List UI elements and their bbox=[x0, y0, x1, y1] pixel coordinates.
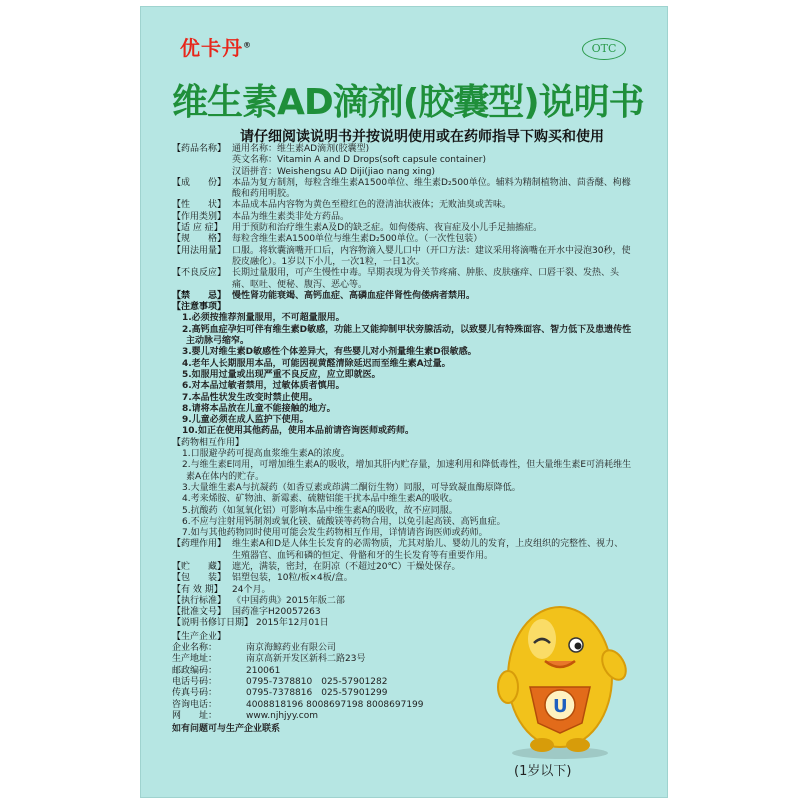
section-text: 长期过量服用，可产生慢性中毒。早期表现为骨关节疼痛、肿胀、皮肤瘙痒、口唇干裂、发热、头痛、呕吐、便秘、腹泻、恶心等。 bbox=[232, 268, 620, 290]
section-label: 【不良反应】 bbox=[172, 268, 227, 279]
section-label: 【说明书修订日期】 bbox=[172, 618, 254, 629]
company-row: 企业名称： 南京海鲸药业有限公司 bbox=[172, 643, 337, 654]
section-text: 24个月。 bbox=[232, 584, 271, 595]
section-text: 本品成本品内容物为黄色至橙红色的澄清油状液体；无败油臭或苦味。 bbox=[232, 200, 512, 211]
section-label: 【用法用量】 bbox=[172, 245, 227, 256]
list-item: 6.不应与注射用钙制剂或氧化镁、硫酸镁等药物合用，以免引起高镁、高钙血症。 bbox=[182, 516, 506, 527]
company-row: 邮政编码： 210061 bbox=[172, 665, 281, 676]
section-storage bbox=[172, 562, 632, 573]
section-label: 【性 状】 bbox=[172, 200, 227, 211]
section-adverse-reactions bbox=[172, 268, 632, 291]
section-text: 每粒含维生素A1500单位与维生素D₂500单位。（一次性包装） bbox=[232, 234, 483, 245]
section-text: 遮光，满装，密封，在阴凉（不超过20℃）干燥处保存。 bbox=[232, 561, 461, 572]
registered-mark-icon: ® bbox=[243, 40, 252, 50]
section-text: 本品为维生素类非处方药品。 bbox=[232, 211, 350, 222]
precautions-section bbox=[172, 302, 632, 438]
section-text: 本品为复方制剂，每粒含维生素A1500单位、维生素D₂500单位。辅料为精制植物油、茴香醚、枸橼酸和药用明胶。 bbox=[232, 177, 631, 200]
page-subtitle: 请仔细阅读说明书并按说明使用或在药师指导下购买和使用 bbox=[240, 129, 604, 145]
section-label: 【生产企业】 bbox=[172, 631, 227, 642]
section-text: 维生素A和D是人体生长发育的必需物质，尤其对胎儿、婴幼儿的发育，上皮组织的完整性、视力、生殖器官、血钙和磷的恒定、骨骼和牙的生长发育等有重要作用。 bbox=[232, 539, 624, 561]
section-indications bbox=[172, 223, 632, 234]
list-item: 8.请将本品放在儿童不能接触的地方。 bbox=[182, 403, 336, 414]
section-label: 【执行标准】 bbox=[172, 595, 227, 606]
list-item: 2.与维生素E同用，可增加维生素A的吸收，增加其肝内贮存量，加速利用和降低毒性，但大量维生素E可消耗维生素A在体内的贮存。 bbox=[182, 460, 632, 482]
section-package bbox=[172, 573, 632, 584]
section-label: 【包 装】 bbox=[172, 573, 227, 584]
list-item: 7.如与其他药物同时使用可能会发生药物相互作用，详情请咨询医师或药师。 bbox=[182, 528, 488, 539]
company-row: 咨询电话： 4008818196 8008697198 8008697199 bbox=[172, 699, 424, 710]
contact-note: 如有问题可与生产企业联系 bbox=[172, 724, 281, 735]
age-note: (1岁以下) bbox=[514, 764, 572, 779]
section-label: 【批准文号】 bbox=[172, 607, 227, 618]
section-label: 【作用类别】 bbox=[172, 211, 227, 222]
list-item: 2.高钙血症孕妇可伴有维生素D敏感，功能上又能抑制甲状旁腺活动，以致婴儿有特殊面容、智力低下及患遗传性主动脉弓缩窄。 bbox=[182, 324, 632, 347]
section-ingredients bbox=[172, 178, 632, 201]
generic-name: 通用名称：维生素AD滴剂(胶囊型) bbox=[232, 144, 370, 154]
section-label: 【贮 藏】 bbox=[172, 561, 227, 572]
section-appearance bbox=[172, 200, 632, 211]
mascot-capsule-icon bbox=[490, 595, 630, 760]
list-item: 7.本品性状发生改变时禁止使用。 bbox=[182, 392, 318, 403]
brand-name: 优卡丹 bbox=[180, 36, 243, 60]
section-label: 【药理作用】 bbox=[172, 539, 227, 550]
section-text: 口服。将软囊滴嘴开口后，内容物滴入婴儿口中（开口方法：建议采用将滴嘴在开水中浸泡30秒，使胶皮融化）。1岁以下小儿，一次1粒，一日1次。 bbox=[232, 245, 631, 267]
otc-badge: OTC bbox=[582, 38, 626, 60]
drug-name-section bbox=[172, 144, 632, 178]
list-item: 3.婴儿对维生素D敏感性个体差异大，有些婴儿对小剂量维生素D很敏感。 bbox=[182, 347, 477, 358]
pinyin-name: 汉语拼音：Weishengsu AD Diji(jiao nang xing) bbox=[232, 166, 436, 177]
section-label: 【有 效 期】 bbox=[172, 584, 223, 595]
company-row: 网 址： www.njhjyy.com bbox=[172, 710, 318, 721]
section-contraindications bbox=[172, 291, 632, 302]
section-label: 【药物相互作用】 bbox=[172, 437, 245, 448]
list-item: 6.对本品过敏者禁用，过敏体质者慎用。 bbox=[182, 381, 345, 392]
section-label: 【成 份】 bbox=[172, 177, 227, 188]
section-label: 【禁 忌】 bbox=[172, 290, 227, 301]
section-label: 【适 应 症】 bbox=[172, 223, 223, 234]
company-row: 电话号码： 0795-7378810 025-57901282 bbox=[172, 676, 388, 687]
list-item: 3.大量维生素A与抗凝药（如香豆素或茚满二酮衍生物）同服，可导致凝血酶原降低。 bbox=[182, 482, 521, 493]
section-label: 【规 格】 bbox=[172, 234, 227, 245]
section-text: 国药准字H20057263 bbox=[232, 607, 321, 618]
section-text: 铝塑包装，10粒/板×4板/盒。 bbox=[232, 573, 353, 584]
list-item: 5.如服用过量或出现严重不良反应，应立即就医。 bbox=[182, 369, 381, 380]
list-item: 10.如正在使用其他药品，使用本品前请咨询医师或药师。 bbox=[182, 426, 414, 437]
brand-logo bbox=[180, 32, 252, 61]
list-item: 5.抗酸药（如氢氧化铝）可影响本品中维生素A的吸收，故不应同服。 bbox=[182, 505, 458, 516]
list-item: 4.老年人长期服用本品，可能因视黄醛清除延迟而至维生素A过量。 bbox=[182, 358, 451, 369]
company-row: 传真号码： 0795-7378816 025-57901299 bbox=[172, 688, 388, 699]
svg-text:U: U bbox=[553, 696, 568, 717]
section-label: 【药品名称】 bbox=[172, 144, 227, 154]
section-text: 慢性肾功能衰竭、高钙血症、高磷血症伴肾性佝偻病者禁用。 bbox=[232, 290, 476, 301]
company-row: 生产地址： 南京高新开发区新科二路23号 bbox=[172, 654, 366, 665]
section-dosage bbox=[172, 246, 632, 269]
section-label: 【注意事项】 bbox=[172, 302, 227, 313]
list-item: 1.口服避孕药可提高血浆维生素A的浓度。 bbox=[182, 449, 350, 460]
section-text: 用于预防和治疗维生素A及D的缺乏症。如佝偻病、夜盲症及小儿手足抽搐症。 bbox=[232, 223, 543, 234]
interactions-section bbox=[172, 438, 632, 540]
list-item: 4.考来烯胺、矿物油、新霉素、硫糖铝能干扰本品中维生素A的吸收。 bbox=[182, 494, 458, 505]
english-name: 英文名称：Vitamin A and D Drops(soft capsule container) bbox=[232, 155, 487, 166]
page-title: 维生素AD滴剂(胶囊型)说明书 bbox=[172, 82, 644, 123]
section-text: 2015年12月01日 bbox=[256, 618, 329, 629]
section-specification bbox=[172, 234, 632, 245]
section-text: 《中国药典》2015年版二部 bbox=[232, 595, 345, 606]
section-category bbox=[172, 212, 632, 223]
list-item: 9.儿童必须在成人监护下使用。 bbox=[182, 415, 309, 426]
list-item: 1.必须按推荐剂量服用，不可超量服用。 bbox=[182, 313, 345, 324]
section-pharmacology bbox=[172, 539, 632, 562]
